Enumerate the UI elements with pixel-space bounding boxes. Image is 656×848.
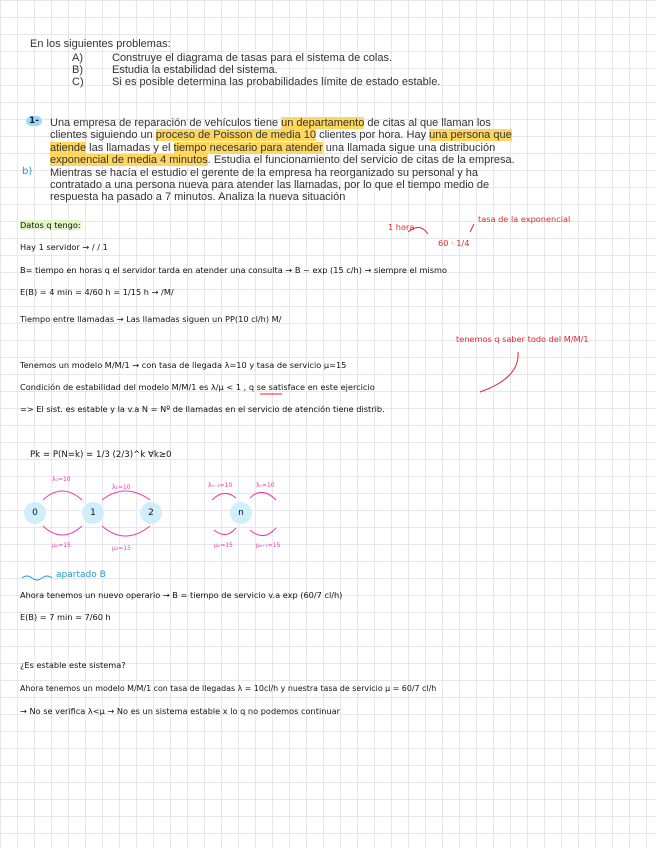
- pregunta-note: ¿Es estable este sistema?: [20, 660, 126, 670]
- problem-line: contratado a una persona nueva para atender las llamadas, por lo que el tiempo medio de: [50, 179, 490, 192]
- text-run: una llamada sigue una distribución: [322, 141, 496, 154]
- tasa-exp-note: tasa de la exponencial: [478, 214, 571, 224]
- estable-note: => El sist. es estable y la v.a N = Nº de llamadas en el servicio de atención tiene distrib.: [20, 404, 385, 414]
- b-marker: b): [22, 166, 33, 177]
- servidor-text: Hay 1 servidor: [20, 242, 80, 252]
- service-label: μ₂=15: [112, 545, 131, 552]
- eb-text: E(B) = 4 min = 4/60 h = 1/15 h: [20, 287, 149, 297]
- state-node: 0: [24, 502, 46, 524]
- servidor-red: → / / 1: [82, 242, 108, 252]
- service-label: μₙ₊₁=15: [256, 542, 281, 549]
- nuevo-note: Ahora tenemos un nuevo operario → B = tiempo de servicio v.a exp (60/7 cl/h): [20, 590, 343, 600]
- datos-label: Datos q tengo:: [20, 220, 81, 230]
- eb2-note: E(B) = 7 min = 7/60 h: [20, 612, 111, 622]
- apartado-b-heading: apartado B: [56, 570, 106, 580]
- eb-red: → /M/: [151, 287, 174, 297]
- arrival-label: λₙ=10: [256, 482, 275, 489]
- arrival-label: λₙ₋₁=10: [208, 482, 233, 489]
- saber-note: tenemos q saber todo del M/M/1: [456, 334, 589, 344]
- pk-formula: Pk = P(N=k) = 1/3 (2/3)^k ∀k≥0: [30, 450, 172, 460]
- highlight-run: un departamento: [281, 117, 365, 129]
- item-letter: C): [72, 76, 84, 89]
- condicion-note: Condición de estabilidad del modelo M/M/1 es λ/μ < 1 , q se satisface en este ejercicio: [20, 382, 375, 392]
- ahora-note: Ahora tenemos un modelo M/M/1 con tasa de llegadas λ = 10cl/h y nuestra tasa de servicio μ = 60/7 cl/h: [20, 684, 437, 693]
- una-hora-note: 1 hora: [388, 222, 415, 232]
- sesenta-note: 60 · 1/4: [438, 238, 470, 248]
- service-label: μₙ=15: [214, 542, 233, 549]
- item-letter: A): [72, 52, 83, 64]
- state-node: n: [230, 502, 252, 524]
- text-run: las llamadas y el: [86, 141, 174, 154]
- text-run: de citas al que llaman los: [364, 117, 491, 129]
- intro-title: En los siguientes problemas:: [30, 38, 171, 50]
- highlight-run: una persona que: [429, 129, 512, 142]
- item-letter: B): [72, 64, 83, 77]
- item-text: Si es posible determina las probabilidades límite de estado estable.: [112, 76, 441, 89]
- llamadas-text: Tiempo entre llamadas → Las llamadas siguen un PP(10 cl/h): [20, 314, 270, 324]
- arrival-label: λ₀=10: [52, 476, 71, 483]
- state-node: 2: [140, 502, 162, 524]
- text-run: clientes por hora. Hay: [316, 129, 430, 142]
- highlight-run: tiempo necesario para atender: [173, 141, 323, 154]
- text-run: . Estudia el funcionamiento del servicio de citas de la empresa.: [207, 154, 515, 167]
- item-text: Construye el diagrama de tasas para el sistema de colas.: [112, 52, 393, 64]
- badge-label: 1-: [26, 116, 42, 126]
- service-label: μ₁=15: [52, 542, 71, 549]
- problem-line: respuesta ha pasado a 7 minutos. Analiza la nueva situación: [50, 191, 346, 204]
- llamadas-red: M/: [271, 314, 282, 324]
- item-text: Estudia la estabilidad del sistema.: [112, 64, 278, 77]
- modelo-note: Tenemos un modelo M/M/1 → con tasa de llegada λ=10 y tasa de servicio μ=15: [20, 360, 347, 370]
- state-node: 1: [82, 502, 104, 524]
- no-verifica-note: → No se verifica λ<μ → No es un sistema estable x lo q no podemos continuar: [20, 706, 340, 716]
- arrival-label: λ₁=10: [112, 484, 131, 491]
- highlight-run: atiende: [50, 141, 87, 154]
- highlight-run: proceso de Poisson de media 10: [155, 129, 317, 142]
- b-definition: B= tiempo en horas q el servidor tarda en atender una consulta → B ~ exp (15 c/h) → siempre el mismo: [20, 265, 447, 275]
- text-run: Una empresa de reparación de vehículos tiene: [50, 117, 282, 129]
- problem-line: Mientras se hacía el estudio el gerente de la empresa ha reorganizado su personal y ha: [50, 166, 479, 179]
- highlight-run: exponencial de media 4 minutos: [50, 154, 208, 167]
- text-run: clientes siguiendo un: [50, 129, 156, 142]
